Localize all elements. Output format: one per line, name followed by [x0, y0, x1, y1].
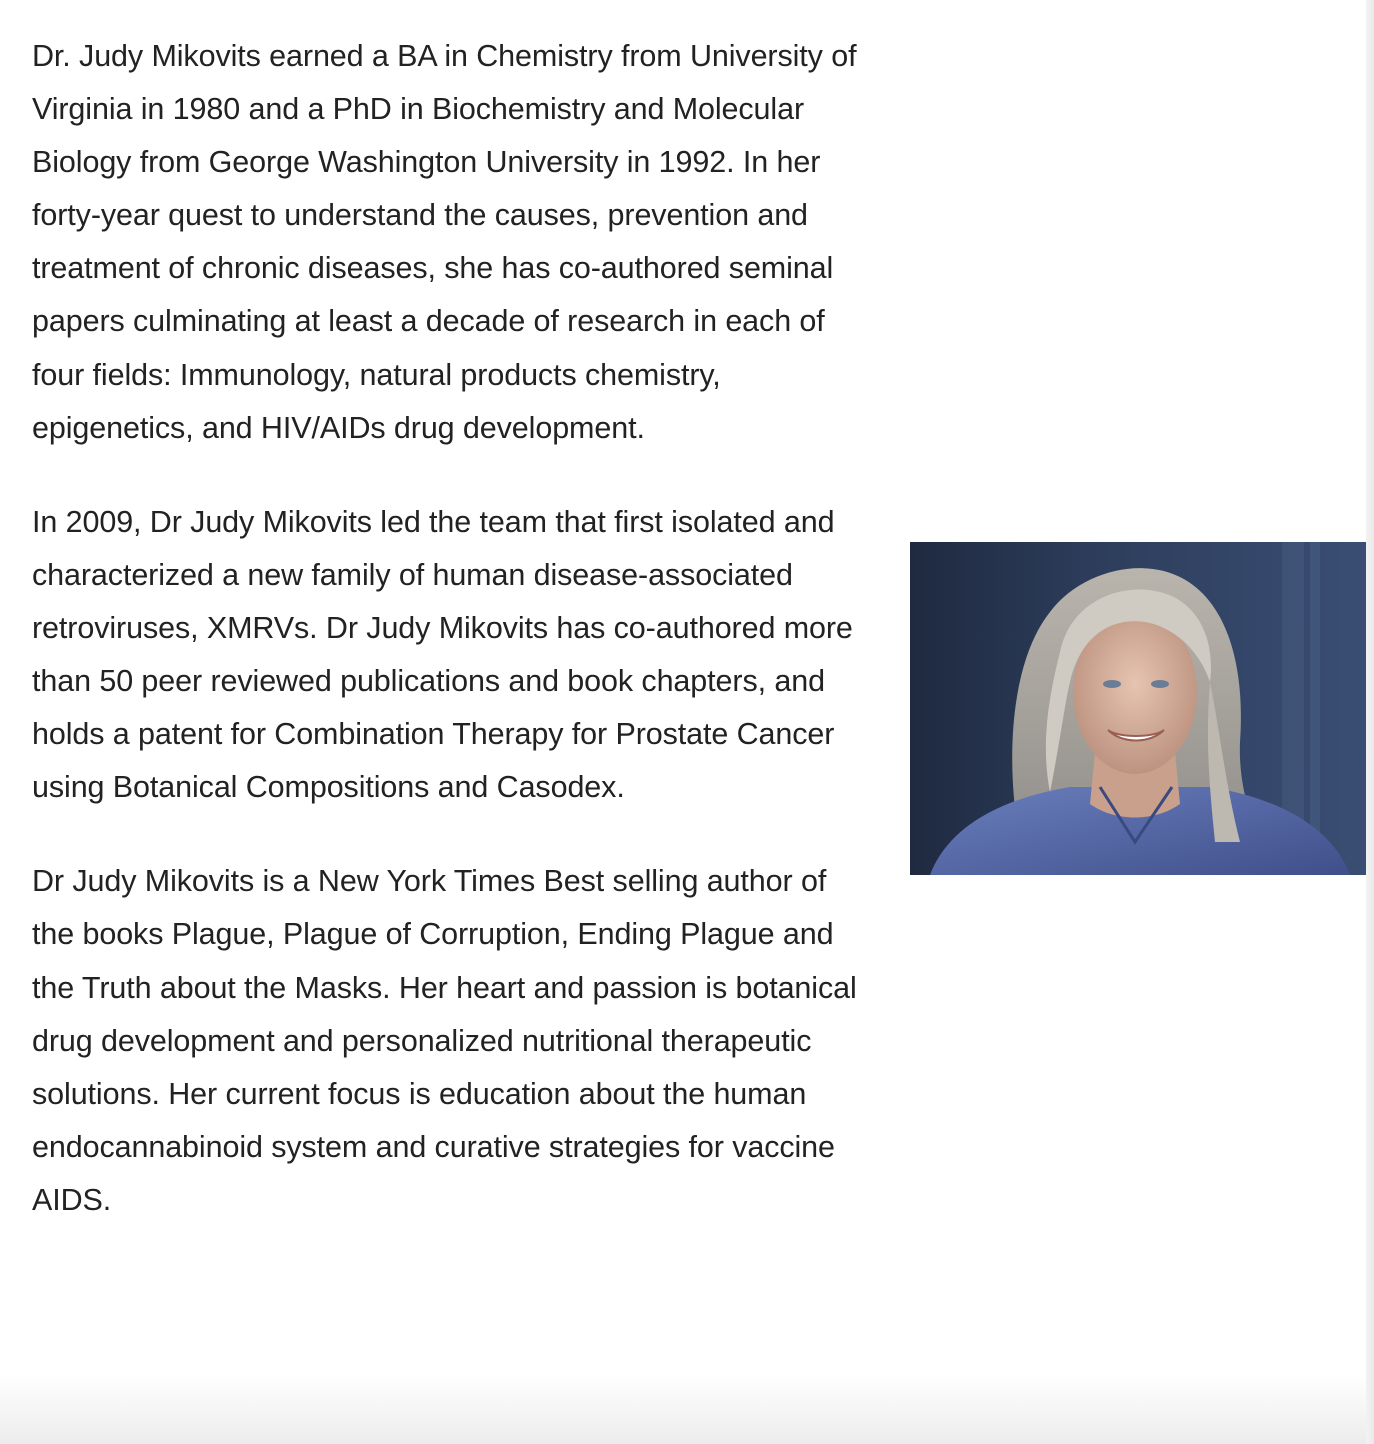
portrait-photo	[910, 542, 1368, 875]
bio-paragraph-education: Dr. Judy Mikovits earned a BA in Chemistry from University of Virginia in 1980 and a PhD in Biochemistry and Molecular Biology from George Washington University in 1992. In her forty-year quest to understand the causes, prevention and treatment of chronic diseases, she has co-authored seminal papers culminating at least a decade of research in each of four fields: Immunology, natural products chemistry, epigenetics, and HIV/AIDs drug development.	[32, 39, 857, 445]
scrollbar-track[interactable]	[1366, 0, 1374, 1444]
bio-text-column	[32, 30, 867, 1268]
person-photo-icon	[910, 542, 1368, 875]
bottom-fade	[0, 1374, 1366, 1444]
bio-paragraph-books: Dr Judy Mikovits is a New York Times Best selling author of the books Plague, Plague of Corruption, Ending Plague and the Truth about the Masks. Her heart and passion is botanical drug development and personalized nutritional therapeutic solutions. Her current focus is education about the human endocannabinoid system and curative strategies for vaccine AIDS.	[32, 864, 857, 1217]
bio-paragraph-research: In 2009, Dr Judy Mikovits led the team that first isolated and characterized a new family of human disease-associated retroviruses, XMRVs. Dr Judy Mikovits has co-authored more than 50 peer reviewed publications and book chapters, and holds a patent for Combination Therapy for Prostate Cancer using Botanical Compositions and Casodex.	[32, 504, 853, 805]
